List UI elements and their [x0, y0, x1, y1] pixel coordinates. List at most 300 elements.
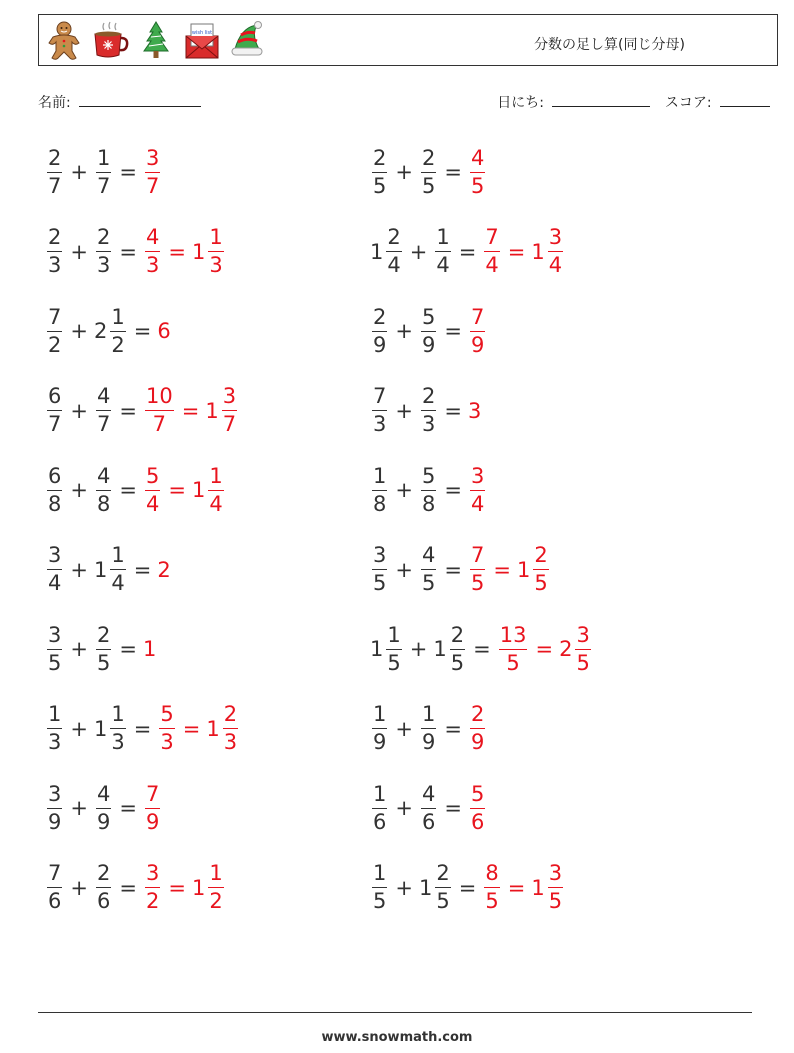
denominator: 5: [436, 889, 450, 913]
numerator: 2: [47, 227, 62, 252]
denominator: 5: [576, 650, 590, 675]
problem: [370, 460, 487, 520]
addend-a: [45, 227, 64, 276]
problem: [370, 381, 481, 441]
equals-sign: =: [119, 875, 137, 900]
fraction: [421, 545, 436, 594]
name-label: 名前:: [38, 95, 71, 111]
addend-b: [94, 622, 113, 675]
addend-a: [370, 704, 389, 753]
fraction: [47, 545, 62, 594]
elf-hat-icon: [229, 19, 267, 61]
fraction: [548, 227, 563, 276]
addend-b: [94, 145, 113, 198]
fraction: [470, 304, 485, 357]
plus-sign: +: [395, 478, 413, 502]
fraction: [372, 545, 387, 594]
fraction: [208, 863, 223, 912]
fraction: [96, 863, 111, 912]
answer-fraction: [143, 227, 162, 276]
answer-whole: 6: [157, 319, 171, 343]
answer-whole: 3: [467, 398, 482, 423]
equals-sign: =: [119, 796, 137, 820]
answer-whole: 2: [157, 557, 171, 582]
denominator: 9: [373, 332, 387, 357]
fraction: [96, 145, 111, 198]
denominator: 3: [48, 253, 62, 277]
denominator: 5: [387, 650, 401, 675]
fraction: [372, 304, 387, 357]
denominator: 4: [485, 253, 499, 277]
problem: [370, 778, 487, 838]
fraction: [484, 227, 499, 276]
equals-sign: =: [133, 716, 152, 741]
fraction: [47, 463, 62, 516]
fraction: [47, 863, 62, 912]
denominator: 3: [160, 730, 174, 754]
numerator: 4: [421, 784, 436, 809]
fraction: [372, 145, 387, 198]
fraction: [435, 863, 450, 912]
numerator: 7: [145, 784, 160, 809]
whole-number: 2: [559, 637, 573, 661]
equals-sign: =: [444, 319, 462, 343]
fraction: [372, 704, 387, 753]
date-label: 日にち:: [497, 95, 544, 111]
denominator: 2: [111, 332, 125, 357]
fraction: [470, 704, 485, 753]
whole-number: 1: [191, 239, 206, 264]
numerator: 1: [386, 625, 401, 650]
numerator: 2: [372, 307, 387, 332]
numerator: 4: [470, 148, 485, 173]
numerator: 3: [548, 863, 563, 888]
equals-sign: =: [119, 398, 137, 423]
numerator: 2: [372, 148, 387, 173]
answer-whole: 1: [142, 637, 157, 661]
addend-a: [45, 145, 64, 198]
fraction: [208, 227, 223, 276]
numerator: 1: [208, 227, 223, 252]
problem: [45, 301, 171, 361]
numerator: 1: [208, 863, 223, 888]
answer-fraction: [482, 863, 501, 912]
answer-mixed-number: [517, 545, 551, 594]
numerator: 6: [47, 386, 62, 411]
denominator: 5: [506, 650, 520, 675]
plus-sign: +: [70, 319, 88, 343]
numerator: 2: [421, 148, 436, 173]
fraction: [470, 463, 485, 516]
numerator: 4: [96, 784, 111, 809]
numerator: 1: [110, 545, 125, 570]
hot-cocoa-mug-icon: [91, 19, 129, 61]
fraction: [145, 227, 160, 276]
numerator: 3: [47, 545, 62, 570]
answer-fraction: [143, 781, 162, 834]
problem: [370, 619, 593, 679]
denominator: 5: [470, 173, 485, 198]
answer-mixed-number: [531, 227, 565, 276]
plus-sign: +: [70, 398, 88, 423]
denominator: 5: [373, 889, 387, 913]
plus-sign: +: [70, 160, 88, 184]
numerator: 3: [470, 466, 485, 491]
numerator: 2: [470, 704, 485, 729]
denominator: 6: [421, 809, 436, 834]
score-label: スコア:: [664, 95, 712, 111]
numerator: 10: [145, 386, 174, 411]
addend-b: [419, 781, 438, 834]
answer-mixed-number: [192, 227, 226, 276]
fraction: [145, 463, 160, 516]
addend-b: [419, 145, 438, 198]
fraction: [533, 545, 548, 594]
denominator: 3: [96, 253, 111, 277]
problem: [45, 460, 226, 520]
numerator: 1: [110, 307, 125, 332]
answer-mixed-number: [191, 463, 226, 516]
fraction: [575, 622, 590, 675]
fraction: [470, 781, 485, 834]
fraction: [450, 622, 465, 675]
whole-number: 1: [370, 637, 384, 661]
problem: [370, 540, 551, 600]
answer-equals-sign: =: [181, 398, 200, 423]
fraction: [145, 863, 160, 912]
numerator: 1: [208, 466, 223, 491]
denominator: 3: [373, 412, 387, 436]
numerator: 1: [372, 784, 387, 809]
problem: [45, 540, 171, 600]
addend-a: [370, 863, 389, 912]
denominator: 9: [373, 730, 387, 754]
plus-sign: +: [70, 478, 88, 502]
numerator: 4: [96, 466, 111, 491]
fraction: [470, 145, 485, 198]
denominator: 9: [470, 730, 485, 754]
denominator: 4: [145, 491, 160, 516]
fraction: [470, 545, 485, 594]
fraction: [484, 863, 499, 912]
plus-sign: +: [395, 319, 413, 343]
addend-a: [45, 781, 64, 834]
denominator: 6: [373, 809, 387, 834]
addend-a: [370, 145, 389, 198]
numerator: 3: [145, 863, 160, 888]
fraction: [96, 386, 111, 435]
numerator: 1: [372, 704, 387, 729]
problem: [45, 778, 162, 838]
answer-equals-sign: =: [168, 478, 186, 502]
numerator: 3: [145, 148, 160, 173]
equals-sign: =: [444, 398, 462, 423]
numerator: 3: [575, 625, 590, 650]
problem: [45, 142, 162, 202]
equals-sign: =: [119, 637, 137, 661]
answer-mixed-number: [559, 622, 593, 675]
fraction: [96, 781, 111, 834]
denominator: 3: [421, 412, 436, 436]
fraction: [372, 781, 387, 834]
equals-sign: =: [458, 239, 477, 264]
numerator: 8: [484, 863, 499, 888]
denominator: 4: [548, 253, 563, 277]
answer-fraction: [468, 463, 487, 516]
plus-sign: +: [395, 160, 413, 184]
numerator: 6: [47, 466, 62, 491]
numerator: 1: [421, 704, 436, 729]
date-blank[interactable]: [552, 93, 650, 107]
whole-number: 1: [205, 398, 219, 423]
numerator: 4: [96, 386, 111, 411]
addend-a: [370, 781, 389, 834]
equals-sign: =: [444, 478, 462, 502]
numerator: 2: [96, 863, 111, 888]
problem: [370, 301, 487, 361]
whole-number: 1: [418, 875, 433, 900]
plus-sign: +: [395, 875, 413, 900]
answer-fraction: [143, 863, 162, 912]
fraction: [96, 463, 111, 516]
answer-fraction: [468, 704, 487, 753]
addend-b: [419, 545, 438, 594]
answer-fraction: [143, 145, 162, 198]
addend-a: [45, 304, 64, 357]
numerator: 13: [499, 625, 528, 650]
fraction: [47, 622, 62, 675]
problem: [45, 381, 239, 441]
addend-a: [370, 622, 404, 675]
answer-equals-sign: =: [507, 875, 526, 900]
numerator: 7: [372, 386, 387, 411]
problem: [45, 619, 156, 679]
numerator: 3: [222, 386, 237, 411]
equals-sign: =: [444, 796, 462, 820]
numerator: 2: [96, 625, 111, 650]
answer-equals-sign: =: [182, 716, 201, 741]
score-blank[interactable]: [720, 93, 770, 107]
numerator: 5: [159, 704, 174, 729]
fraction: [372, 386, 387, 435]
addend-a: [45, 622, 64, 675]
addend-a: [370, 304, 389, 357]
addend-b: [94, 463, 113, 516]
addend-a: [45, 704, 64, 753]
fraction: [386, 227, 401, 276]
fraction: [421, 304, 436, 357]
equals-sign: =: [119, 478, 137, 502]
denominator: 5: [548, 889, 563, 913]
fraction: [110, 545, 125, 594]
denominator: 5: [485, 889, 499, 913]
denominator: 9: [48, 809, 62, 834]
problem: [370, 222, 565, 282]
equals-sign: =: [444, 716, 462, 741]
equals-sign: =: [119, 239, 137, 264]
answer-fraction: [143, 386, 176, 435]
denominator: 4: [470, 491, 485, 516]
fraction: [208, 463, 223, 516]
answer-fraction: [497, 622, 530, 675]
numerator: 2: [421, 386, 436, 411]
denominator: 3: [111, 730, 125, 754]
denominator: 9: [96, 809, 111, 834]
fraction: [421, 463, 436, 516]
denominator: 4: [111, 571, 125, 595]
denominator: 3: [223, 730, 238, 754]
denominator: 8: [421, 491, 436, 516]
whole-number: 1: [531, 875, 545, 900]
date-score-fields: [497, 92, 770, 112]
addend-b: [94, 704, 128, 753]
denominator: 7: [48, 173, 62, 198]
denominator: 3: [209, 253, 223, 277]
addend-a: [370, 545, 389, 594]
fraction: [435, 227, 450, 276]
whole-number: 1: [531, 239, 545, 264]
addend-a: [370, 463, 389, 516]
addend-b: [419, 386, 438, 435]
numerator: 1: [96, 148, 111, 173]
addend-b: [94, 386, 113, 435]
answer-mixed-number: [205, 386, 239, 435]
addend-b: [419, 304, 438, 357]
name-blank[interactable]: [79, 93, 201, 107]
fraction: [47, 386, 62, 435]
fraction: [47, 704, 62, 753]
addend-a: [370, 227, 404, 276]
addend-b: [94, 781, 113, 834]
denominator: 7: [96, 173, 111, 198]
plus-sign: +: [395, 796, 413, 820]
numerator: 7: [47, 863, 62, 888]
answer-equals-sign: =: [535, 637, 554, 661]
plus-sign: +: [395, 557, 413, 582]
header-box: [38, 14, 778, 66]
fraction: [145, 386, 174, 435]
icon-strip: [45, 19, 267, 61]
numerator: 2: [47, 148, 62, 173]
fraction: [110, 304, 125, 357]
fraction: [47, 781, 62, 834]
problem: [370, 699, 487, 759]
whole-number: 1: [206, 716, 220, 741]
answer-fraction: [468, 145, 487, 198]
answer-equals-sign: =: [168, 239, 186, 264]
problem: [45, 858, 226, 918]
fraction: [372, 463, 387, 516]
addend-b: [93, 304, 128, 357]
fraction: [145, 145, 160, 198]
numerator: 7: [484, 227, 499, 252]
numerator: 2: [96, 227, 111, 252]
denominator: 8: [48, 491, 62, 516]
denominator: 9: [470, 332, 485, 357]
denominator: 5: [534, 571, 548, 595]
numerator: 3: [47, 784, 62, 809]
worksheet-title: 分数の足し算(同じ分母): [534, 37, 685, 53]
equals-sign: =: [444, 557, 462, 582]
denominator: 2: [48, 332, 62, 357]
numerator: 1: [47, 704, 62, 729]
plus-sign: +: [395, 398, 413, 423]
addend-a: [45, 463, 64, 516]
denominator: 2: [209, 889, 223, 913]
answer-fraction: [468, 304, 487, 357]
numerator: 2: [435, 863, 450, 888]
numerator: 2: [223, 704, 238, 729]
numerator: 1: [372, 863, 387, 888]
denominator: 3: [48, 730, 62, 754]
fraction: [110, 704, 125, 753]
answer-fraction: [157, 704, 176, 753]
footer-divider: [38, 1012, 752, 1013]
numerator: 7: [470, 307, 485, 332]
wish-list-text: wish list: [191, 30, 213, 36]
whole-number: 1: [433, 637, 447, 661]
equals-sign: =: [444, 160, 462, 184]
fraction: [548, 863, 563, 912]
denominator: 4: [209, 491, 223, 516]
numerator: 1: [372, 466, 387, 491]
numerator: 2: [533, 545, 548, 570]
denominator: 7: [96, 412, 111, 436]
denominator: 9: [421, 730, 436, 754]
fraction: [47, 145, 62, 198]
fraction: [421, 145, 436, 198]
numerator: 2: [450, 625, 465, 650]
addend-b: [419, 463, 438, 516]
fraction: [47, 227, 62, 276]
denominator: 7: [222, 412, 237, 436]
whole-number: 2: [93, 319, 108, 343]
fraction: [421, 386, 436, 435]
whole-number: 1: [93, 716, 108, 741]
answer-equals-sign: =: [168, 875, 186, 900]
fraction: [145, 781, 160, 834]
answer-mixed-number: [531, 863, 565, 912]
addend-b: [433, 227, 452, 276]
plus-sign: +: [395, 716, 413, 741]
numerator: 5: [421, 466, 436, 491]
denominator: 7: [152, 412, 167, 436]
plus-sign: +: [409, 239, 428, 264]
equals-sign: =: [133, 319, 152, 343]
numerator: 4: [145, 227, 160, 252]
denominator: 6: [48, 889, 62, 913]
denominator: 5: [373, 173, 387, 198]
problem: [370, 858, 565, 918]
denominator: 5: [421, 571, 436, 595]
whole-number: 1: [93, 557, 108, 582]
fraction: [386, 622, 401, 675]
fraction: [499, 622, 528, 675]
denominator: 5: [470, 571, 485, 595]
whole-number: 1: [516, 557, 531, 582]
answer-equals-sign: =: [493, 557, 511, 582]
addend-b: [419, 704, 438, 753]
denominator: 4: [48, 571, 62, 595]
addend-b: [433, 622, 467, 675]
numerator: 7: [47, 307, 62, 332]
whole-number: 1: [191, 875, 206, 900]
plus-sign: +: [70, 557, 88, 582]
fraction: [222, 386, 237, 435]
fraction: [96, 227, 111, 276]
denominator: 7: [48, 412, 62, 436]
answer-fraction: [143, 463, 162, 516]
